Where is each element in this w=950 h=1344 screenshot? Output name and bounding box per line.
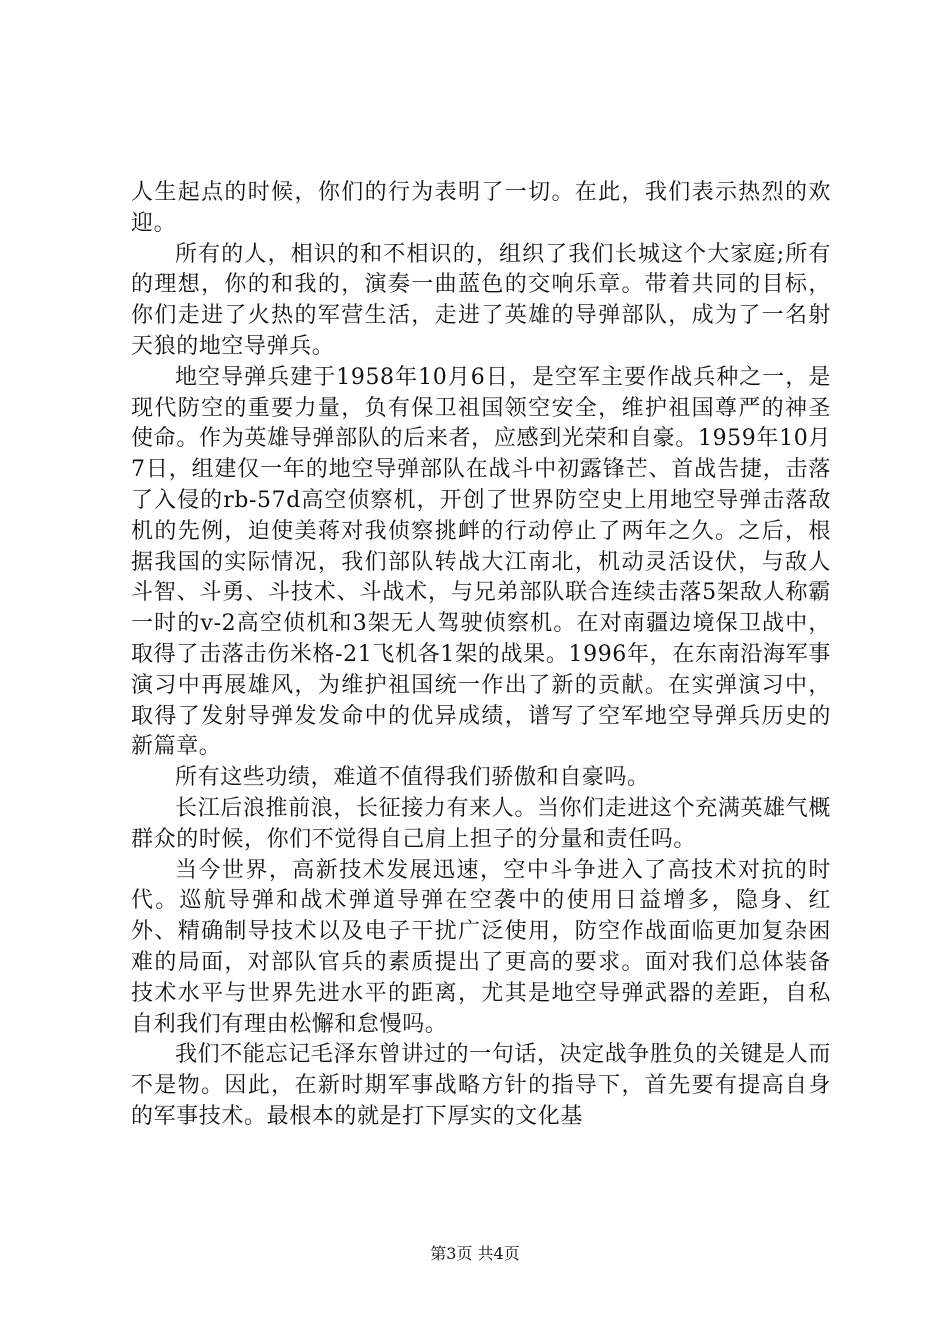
body-text <box>131 178 831 1133</box>
paragraph-7: 我们不能忘记毛泽东曾讲过的一句话，决定战争胜负的关键是人而不是物。因此，在新时期军事战略方针的指导下，首先要有提高自身的军事技术。最根本的就是打下厚实的文化基 <box>131 1042 831 1129</box>
paragraph-2: 所有的人，相识的和不相识的，组织了我们长城这个大家庭;所有的理想，你的和我的，演奏一曲蓝色的交响乐章。带着共同的目标，你们走进了火热的军营生活，走进了英雄的导弹部队，成为了一名射天狼的地空导弹兵。 <box>131 241 831 359</box>
paragraph-4: 所有这些功绩，难道不值得我们骄傲和自豪吗。 <box>175 765 650 791</box>
paragraph-6: 当今世界，高新技术发展迅速，空中斗争进入了高技术对抗的时代。巡航导弹和战术弹道导弹在空袭中的使用日益增多，隐身、红外、精确制导技术以及电子干扰广泛使用，防空作战面临更加复杂困难的局面，对部队官兵的素质提出了更高的要求。面对我们总体装备技术水平与世界先进水平的距离，尤其是地空导弹武器的差距，自私自利我们有理由松懈和怠慢吗。 <box>131 857 831 1037</box>
paragraph-5: 长江后浪推前浪，长征接力有来人。当你们走进这个充满英雄气概群众的时候，你们不觉得自己肩上担子的分量和责任吗。 <box>131 795 831 852</box>
paragraph-3: 地空导弹兵建于1958年10月6日，是空军主要作战兵种之一，是现代防空的重要力量，负有保卫祖国领空安全，维护祖国尊严的神圣使命。作为英雄导弹部队的后来者，应感到光荣和自豪。1959年10月7日，组建仅一年的地空导弹部队在战斗中初露锋芒、首战告捷，击落了入侵的rb-57d高空侦察机，开创了世界防空史上用地空导弹击落敌机的先例，迫使美蒋对我侦察挑衅的行动停止了两年之久。之后，根据我国的实际情况，我们部队转战大江南北，机动灵活设伏，与敌人斗智、斗勇、斗技术、斗战术，与兄弟部队联合连续击落5架敌人称霸一时的v-2高空侦机和3架无人驾驶侦察机。在对南疆边境保卫战中，取得了击落击伤米格-21飞机各1架的战果。1996年，在东南沿海军事演习中再展雄风，为维护祖国统一作出了新的贡献。在实弹演习中，取得了发射导弹发发命中的优异成绩，谱写了空军地空导弹兵历史的新篇章。 <box>131 364 831 760</box>
page-number: 第3页 共4页 <box>430 1244 520 1263</box>
page-footer <box>0 1244 950 1264</box>
paragraph-1: 人生起点的时候，你们的行为表明了一切。在此，我们表示热烈的欢迎。 <box>131 180 831 236</box>
